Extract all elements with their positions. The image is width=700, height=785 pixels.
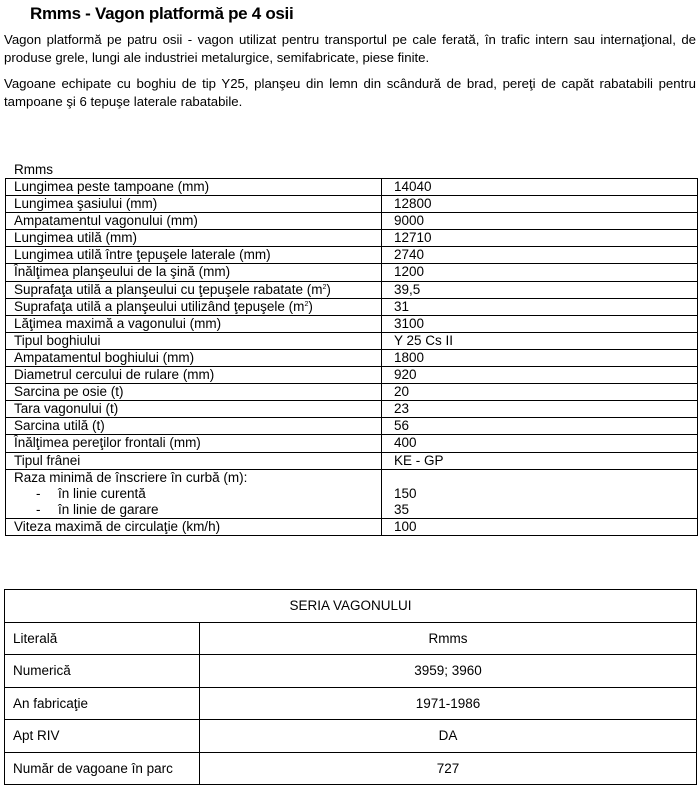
series-value: Rmms <box>200 622 697 655</box>
spec-row <box>6 230 698 247</box>
spec-value: 1200 <box>382 264 698 281</box>
spec-value: 12710 <box>382 230 698 247</box>
series-header: SERIA VAGONULUI <box>5 590 697 623</box>
spec-value: 35 <box>382 502 698 519</box>
series-label: Literală <box>5 622 200 655</box>
equipment-paragraph: Vagoane echipate cu boghiu de tip Y25, planşeu din lemn din scândură de brad, pereţi de capăt rabatabili pentru tampoane şi 6 tepuşe laterale rabatabile. <box>4 76 696 109</box>
spec-label: Diametrul cercului de rulare (mm) <box>6 367 382 384</box>
spec-value: 100 <box>382 518 698 535</box>
spec-row <box>6 264 698 281</box>
series-value: DA <box>200 720 697 753</box>
spec-label: Lăţimea maximă a vagonului (mm) <box>6 315 382 332</box>
spec-row <box>6 401 698 418</box>
spec-value: 56 <box>382 418 698 435</box>
series-header-row <box>5 590 697 623</box>
spec-subrow <box>6 502 698 519</box>
dash-bullet: - <box>36 485 41 501</box>
series-label: Apt RIV <box>5 720 200 753</box>
spec-sublabel: - în linie curentă <box>6 486 382 502</box>
spec-value: 150 <box>382 486 698 502</box>
superscript: 2 <box>304 300 309 308</box>
series-row <box>5 655 697 688</box>
spec-row <box>6 315 698 332</box>
spec-value: 12800 <box>382 196 698 213</box>
spec-value: 14040 <box>382 179 698 196</box>
spec-label: Lungimea peste tampoane (mm) <box>6 179 382 196</box>
spec-value: 9000 <box>382 213 698 230</box>
spec-row <box>6 435 698 452</box>
wagon-series-table <box>4 589 697 785</box>
spec-label: Lungimea utilă (mm) <box>6 230 382 247</box>
spec-label: Viteza maximă de circulaţie (km/h) <box>6 518 382 535</box>
spec-row <box>6 196 698 213</box>
spec-value: 1800 <box>382 349 698 366</box>
spec-row <box>6 247 698 264</box>
spec-label: Raza minimă de înscriere în curbă (m): <box>6 469 382 486</box>
spec-sublabel: - în linie de garare <box>6 502 382 519</box>
spec-table-caption: Rmms <box>14 162 53 177</box>
series-value: 1971-1986 <box>200 687 697 720</box>
spec-value: 2740 <box>382 247 698 264</box>
spec-row <box>6 518 698 535</box>
spec-value: 23 <box>382 401 698 418</box>
spec-value: 3100 <box>382 315 698 332</box>
series-row <box>5 720 697 753</box>
spec-label: Sarcina utilă (t) <box>6 418 382 435</box>
spec-label: Tara vagonului (t) <box>6 401 382 418</box>
spec-value-empty <box>382 469 698 486</box>
spec-value: 39,5 <box>382 281 698 298</box>
spec-subrow <box>6 486 698 502</box>
spec-value: KE - GP <box>382 452 698 469</box>
series-row <box>5 622 697 655</box>
spec-label: Tipul frânei <box>6 452 382 469</box>
description-paragraph: Vagon platformă pe patru osii - vagon utilizat pentru transportul pe cale ferată, în trafic intern sau internaţional, de produse grele, lungi ale industriei metalurgice, semifabricate, piese finite. <box>4 32 696 65</box>
spec-label: Ampatamentul vagonului (mm) <box>6 213 382 230</box>
spec-value: 31 <box>382 298 698 315</box>
spec-row <box>6 298 698 315</box>
spec-label: Lungimea utilă între ţepuşele laterale (mm) <box>6 247 382 264</box>
series-row <box>5 687 697 720</box>
series-value: 3959; 3960 <box>200 655 697 688</box>
series-label: An fabricaţie <box>5 687 200 720</box>
spec-label: Ampatamentul boghiului (mm) <box>6 349 382 366</box>
spec-row <box>6 332 698 349</box>
spec-row-curve <box>6 469 698 486</box>
spec-label: Suprafaţa utilă a planşeului cu ţepuşele rabatate $(m^2)$ <box>6 281 382 298</box>
series-value: 727 <box>200 752 697 785</box>
spec-row <box>6 367 698 384</box>
series-label: Numerică <box>5 655 200 688</box>
spec-row <box>6 213 698 230</box>
spec-value: 920 <box>382 367 698 384</box>
spec-value: 20 <box>382 384 698 401</box>
superscript: 2 <box>322 283 327 291</box>
spec-table <box>5 178 698 536</box>
spec-value: Y 25 Cs II <box>382 332 698 349</box>
spec-row <box>6 349 698 366</box>
spec-label: Înălţimea planşeului de la şină (mm) <box>6 264 382 281</box>
spec-row <box>6 452 698 469</box>
page-title: Rmms - Vagon platformă pe 4 osii <box>30 4 294 23</box>
spec-label: Sarcina pe osie (t) <box>6 384 382 401</box>
spec-row <box>6 384 698 401</box>
spec-label: Lungimea şasiului (mm) <box>6 196 382 213</box>
spec-row <box>6 281 698 298</box>
series-label: Număr de vagoane în parc <box>5 752 200 785</box>
spec-value: 400 <box>382 435 698 452</box>
spec-row <box>6 418 698 435</box>
spec-row <box>6 179 698 196</box>
spec-label: Tipul boghiului <box>6 332 382 349</box>
dash-bullet: - <box>36 501 41 517</box>
spec-label: Înălţimea pereţilor frontali (mm) <box>6 435 382 452</box>
spec-label: Suprafaţa utilă a planşeului utilizând ţepuşele $(m^2)$ <box>6 298 382 315</box>
